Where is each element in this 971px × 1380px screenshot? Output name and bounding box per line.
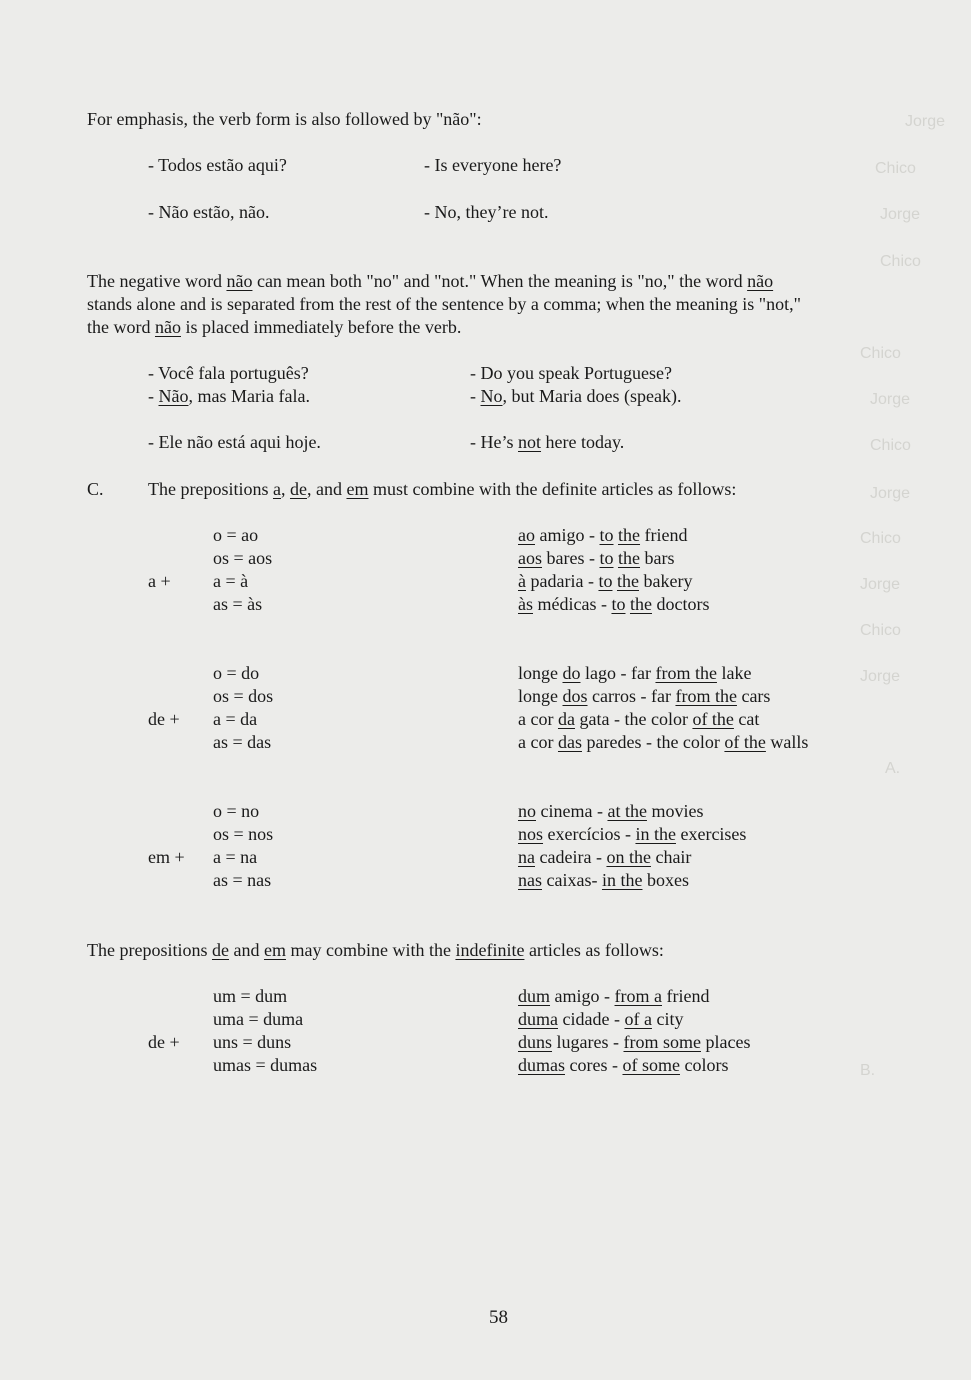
section-c-intro: The prepositions a, de, and em must combine with the definite articles as follows: [148,479,737,499]
contraction-form: as = nas [213,870,272,890]
contraction-form: uma = duma [213,1009,304,1029]
contraction-form: as = às [213,594,263,614]
indefinite-note: The prepositions de and em may combine with the indefinite articles as follows: [87,940,664,960]
contraction-form: uns = duns [213,1032,292,1052]
contraction-form: o = ao [213,525,259,545]
document-page: Jorge Chico Jorge Chico Chico Jorge Chico Jorge Chico Jorge Chico Jorge A. B. For emphasis, the verb form is also followed by "não": - Todos estão aqui? - Is everyone here? - Não estão, não. - No, they’re not. The negative word não can mean both "no" and "not." When the meaning is "no," the word não stands alone and is separated from the rest of the sentence by a comma; when the meaning is "not," the word não is placed immediately before the verb. - Você fala português? - Do you speak Portuguese? - Não, mas Maria fala. - No, but Maria does (speak). - Ele não está aqui hoje. - He’s not here today. C. The prepositions a, de, and em must combine with the definite articles as follows: a + o = ao os = aos a = à as = às ao amigo - to the friend aos bares - to the bars à padaria - to the bakery às médicas - to the doctors de + o = do os = dos a = da as = das longe do lago - far from the lake longe dos carros - far from the cars a cor da gata - the color of the cat a cor das paredes - the color of the walls em + o = no os = nos a = na as = nas no cinema - at the movies nos exercícios - in the exercises na cadeira - on the chair nas caixas- in the boxes The prepositions de and em may combine with the indefinite articles as follows: de + um = dum uma = duma uns = duns umas = dumas dum amigo - from a friend duma cidade - of a city duns lugares - from some places dumas cores - of some colors 58 [87,109,946,1328]
contraction-form: as = das [213,732,272,752]
contraction-example: aos bares - to the bars [518,548,675,568]
example-english: - He’s not here today. [470,432,625,452]
contraction-example: nas caixas- in the boxes [518,870,689,890]
contraction-form: umas = dumas [213,1055,318,1075]
contraction-form: os = nos [213,824,274,844]
contraction-form: o = do [213,663,260,683]
example-portuguese: - Não estão, não. [148,202,270,222]
contraction-form: o = no [213,801,260,821]
preposition-prefix: de + [148,1032,180,1052]
negative-paragraph-line: stands alone and is separated from the rest of the sentence by a comma; when the meaning is "not," [87,294,801,314]
emphasis-note: For emphasis, the verb form is also followed by "não": [87,109,482,129]
contraction-example: a cor das paredes - the color of the walls [518,732,809,752]
preposition-prefix: de + [148,709,180,729]
contraction-form: a = à [213,571,249,591]
contraction-example: à padaria - to the bakery [518,571,693,591]
section-label: C. [87,479,104,499]
example-english: - Do you speak Portuguese? [470,363,672,383]
example-portuguese: - Todos estão aqui? [148,155,287,175]
contraction-example: dum amigo - from a friend [518,986,710,1006]
example-english: - Is everyone here? [424,155,562,175]
example-portuguese: - Não, mas Maria fala. [148,386,310,406]
example-portuguese: - Ele não está aqui hoje. [148,432,321,452]
contraction-example: duns lugares - from some places [518,1032,751,1052]
contraction-example: longe do lago - far from the lake [518,663,752,683]
negative-paragraph-line: the word não is placed immediately before the verb. [87,317,462,337]
negative-paragraph-line: The negative word não can mean both "no" and "not." When the meaning is "no," the word não [87,271,774,291]
example-english: - No, they’re not. [424,202,549,222]
preposition-prefix: a + [148,571,171,591]
contraction-form: a = na [213,847,258,867]
contraction-form: a = da [213,709,258,729]
contraction-example: no cinema - at the movies [518,801,704,821]
page-number: 58 [489,1307,508,1328]
contraction-example: na cadeira - on the chair [518,847,692,867]
contraction-form: um = dum [213,986,288,1006]
preposition-prefix: em + [148,847,185,867]
contraction-example: a cor da gata - the color of the cat [518,709,760,729]
contraction-example: dumas cores - of some colors [518,1055,729,1075]
contraction-example: longe dos carros - far from the cars [518,686,771,706]
contraction-example: nos exercícios - in the exercises [518,824,747,844]
contraction-example: ao amigo - to the friend [518,525,688,545]
contraction-form: os = dos [213,686,274,706]
contraction-example: às médicas - to the doctors [518,594,710,614]
example-portuguese: - Você fala português? [148,363,309,383]
contraction-example: duma cidade - of a city [518,1009,684,1029]
contraction-form: os = aos [213,548,273,568]
example-english: - No, but Maria does (speak). [470,386,682,406]
